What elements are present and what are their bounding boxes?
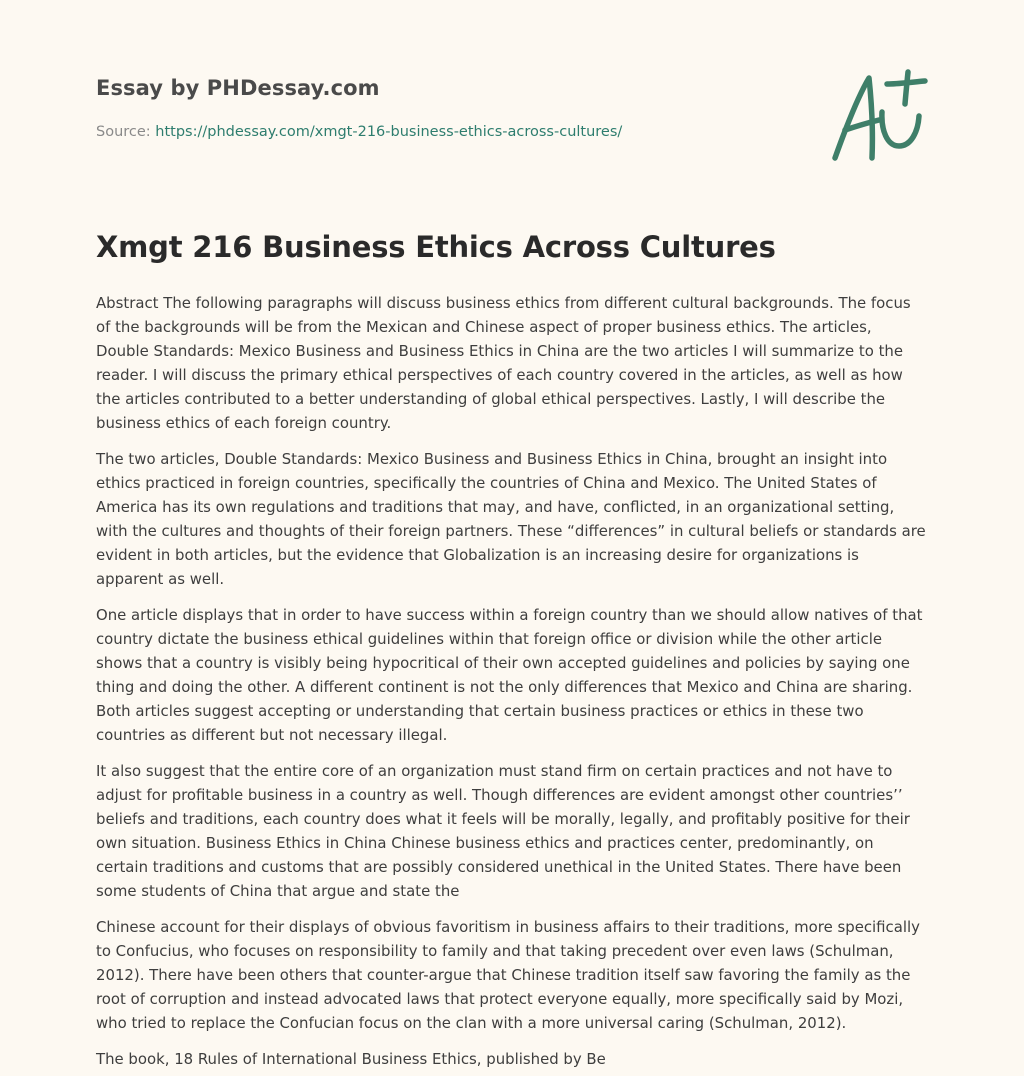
a-plus-logo-icon [827,68,931,164]
essay-paragraph: The book, 18 Rules of International Business Ethics, published by Be [96,1050,606,1068]
essay-paragraph: The two articles, Double Standards: Mexico Business and Business Ethics in China, brought an insight into ethics practiced in foreign countries, specifically the countries of China and Mexico. The United States of America has its own regulations and traditions that may, and have, conflicted, in an organizational setting, with the cultures and thoughts of their foreign partners. These “differences” in cultural beliefs or standards are evident in both articles, but the evidence that Globalization is an increasing desire for organizations is apparent as well. [96,450,926,588]
essay-paragraph: One article displays that in order to have success within a foreign country than we should allow natives of that country dictate the business ethical guidelines within that foreign office or division while the other article shows that a country is visibly being hypocritical of their own accepted guidelines and policies by saying one thing and doing the other. A different continent is not the only differences that Mexico and China are sharing. Both articles suggest accepting or understanding that certain business practices or ethics in these two countries as different but not necessary illegal. [96,606,923,744]
source-line [96,124,622,140]
page-header [96,0,928,200]
essay-paragraph: It also suggest that the entire core of an organization must stand firm on certain practices and not have to adjust for profitable business in a country as well. Though differences are evident amongst other countries’’ beliefs and traditions, each country does what it feels will be morally, legally, and profitably positive for their own situation. Business Ethics in China Chinese business ethics and practices center, predominantly, on certain traditions and customs that are possibly considered unethical in the United States. There have been some students of China that argue and state the [96,762,910,900]
essay-body [96,291,928,1071]
essay-paragraph: Chinese account for their displays of obvious favoritism in business affairs to their traditions, more specifically to Confucius, who focuses on responsibility to family and that taking precedent over even laws (Schulman, 2012). There have been others that counter-argue that Chinese tradition itself saw favoring the family as the root of corruption and instead advocated laws that protect everyone equally, more specifically said by Mozi, who tried to replace the Confucian focus on the clan with a more universal caring (Schulman, 2012). [96,918,920,1032]
source-label: Source: [96,124,151,140]
essay-title: Xmgt 216 Business Ethics Across Cultures [96,230,776,264]
essay-paragraph: Abstract The following paragraphs will discuss business ethics from different cultural backgrounds. The focus of the backgrounds will be from the Mexican and Chinese aspect of proper business ethics. The articles, Double Standards: Mexico Business and Business Ethics in China are the two articles I will summarize to the reader. I will discuss the primary ethical perspectives of each country covered in the articles, as well as how the articles contributed to a better understanding of global ethical perspectives. Lastly, I will describe the business ethics of each foreign country. [96,294,911,432]
site-name: Essay by PHDessay.com [96,76,380,100]
source-link[interactable]: https://phdessay.com/xmgt-216-business-ethics-across-cultures/ [155,124,623,140]
